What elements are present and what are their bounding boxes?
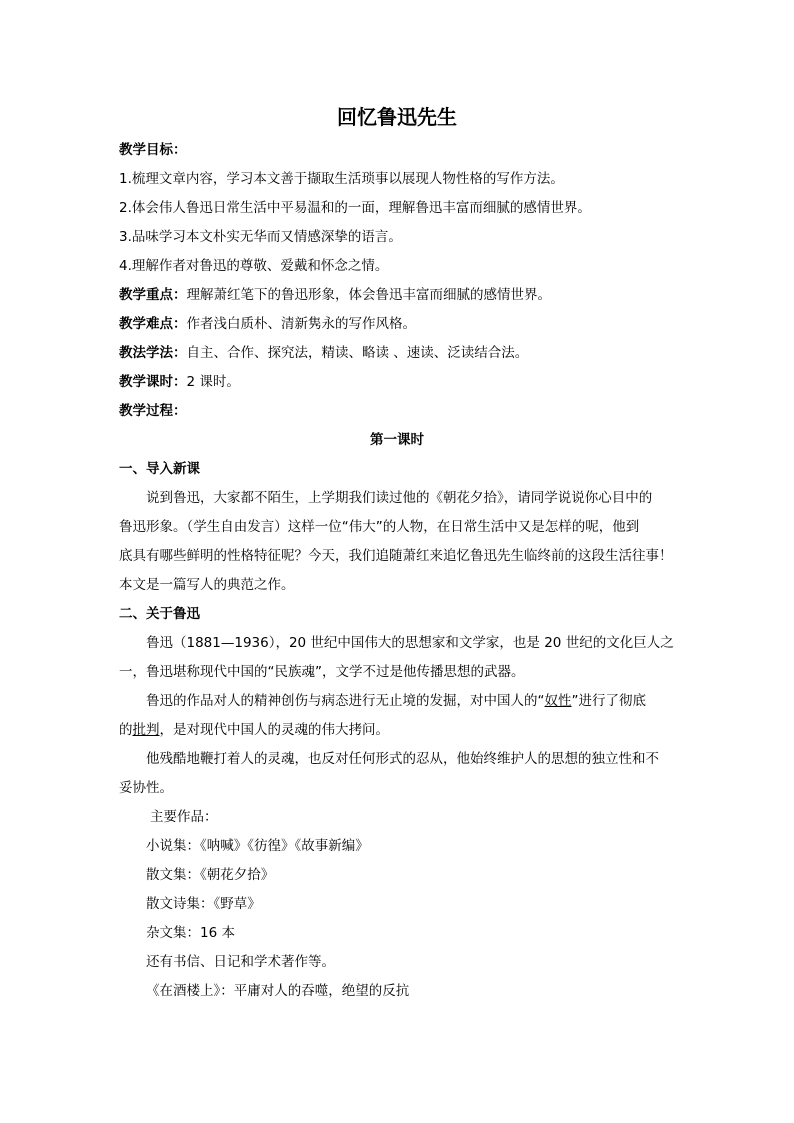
p2-text: ”进行了彻底 [571,693,646,709]
works-item: 散文诗集：《野草》 [146,896,261,912]
section2-p2-line [119,720,389,740]
section2-heading: 二、关于鲁迅 [119,606,200,622]
difficulty-text: 作者浅白质朴、清新隽永的写作风格。 [186,316,416,332]
section2-p3-line: 妥协性。 [119,780,173,796]
difficulty-line [119,314,416,334]
section1-heading: 一、导入新课 [119,461,200,477]
works-item: 还有书信、日记和学术著作等。 [146,954,335,970]
p2-underlined-word: 奴性 [544,693,572,709]
difficulty-label: 教学难点： [119,316,187,332]
methods-text: 自主、合作、探究法，精读、略读 、速读、泛读结合法。 [186,345,529,361]
hours-line [119,372,240,392]
section2-p1-line: 鲁迅（1881—1936），20 世纪中国伟大的思想家和文学家，也是 20 世纪的文化巨人之 [146,635,674,651]
works-item: 小说集：《呐喊》《彷徨》《故事新编》 [146,838,369,854]
section2-p3-line: 他残酷地鞭打着人的灵魂，也反对任何形式的忍从，他始终维护人的思想的独立性和不 [146,751,659,767]
page-title: 回忆鲁迅先生 [337,105,457,129]
objective-item: 2.体会伟人鲁迅日常生活中平易温和的一面，理解鲁迅丰富而细腻的感情世界。 [119,200,591,216]
section2-p2-line [146,691,646,711]
works-item: 杂文集：16 本 [146,925,235,941]
works-item: 散文集：《朝花夕拾》 [146,867,275,883]
methods-line [119,343,528,363]
methods-label: 教法学法： [119,345,187,361]
works-label: 主要作品： [150,809,218,825]
process-label: 教学过程： [119,403,187,419]
key-point-text: 理解萧红笔下的鲁迅形象，体会鲁迅丰富而细腻的感情世界。 [186,287,551,303]
section2-p1-line: 一，鲁迅堪称现代中国的“民族魂”，文学不过是他传播思想的武器。 [119,664,525,680]
lesson-title: 第一课时 [370,432,424,448]
objectives-label: 教学目标： [119,142,187,158]
section1-line: 鲁迅形象。（学生自由发言）这样一位“伟大”的人物，在日常生活中又是怎样的呢，他到 [119,519,640,535]
hours-text: 2 课时。 [186,374,240,390]
section1-line: 本文是一篇写人的典范之作。 [119,577,295,593]
objective-item: 3.品味学习本文朴实无华而又情感深挚的语言。 [119,229,402,245]
key-point-label: 教学重点： [119,287,187,303]
p2-text: 鲁迅的作品对人的精神创伤与病态进行无止境的发掘，对中国人的“ [146,693,545,709]
objective-item: 1.梳理文章内容，学习本文善于撷取生活琐事以展现人物性格的写作方法。 [119,171,564,187]
p2-text: ，是对现代中国人的灵魂的伟大拷问。 [159,722,389,738]
p2-text: 的 [119,722,133,738]
section1-line: 底具有哪些鲜明的性格特征呢？今天，我们追随萧红来追忆鲁迅先生临终前的这段生活往事！ [119,548,673,564]
works-item: 《在酒楼上》：平庸对人的吞噬，绝望的反抗 [146,983,410,999]
hours-label: 教学课时： [119,374,187,390]
objective-item: 4.理解作者对鲁迅的尊敬、爱戴和怀念之情。 [119,258,389,274]
key-point-line [119,285,551,305]
p2-underlined-word: 批判 [132,722,160,738]
section1-line: 说到鲁迅，大家都不陌生，上学期我们读过他的《朝花夕拾》，请同学说说你心目中的 [146,490,653,506]
